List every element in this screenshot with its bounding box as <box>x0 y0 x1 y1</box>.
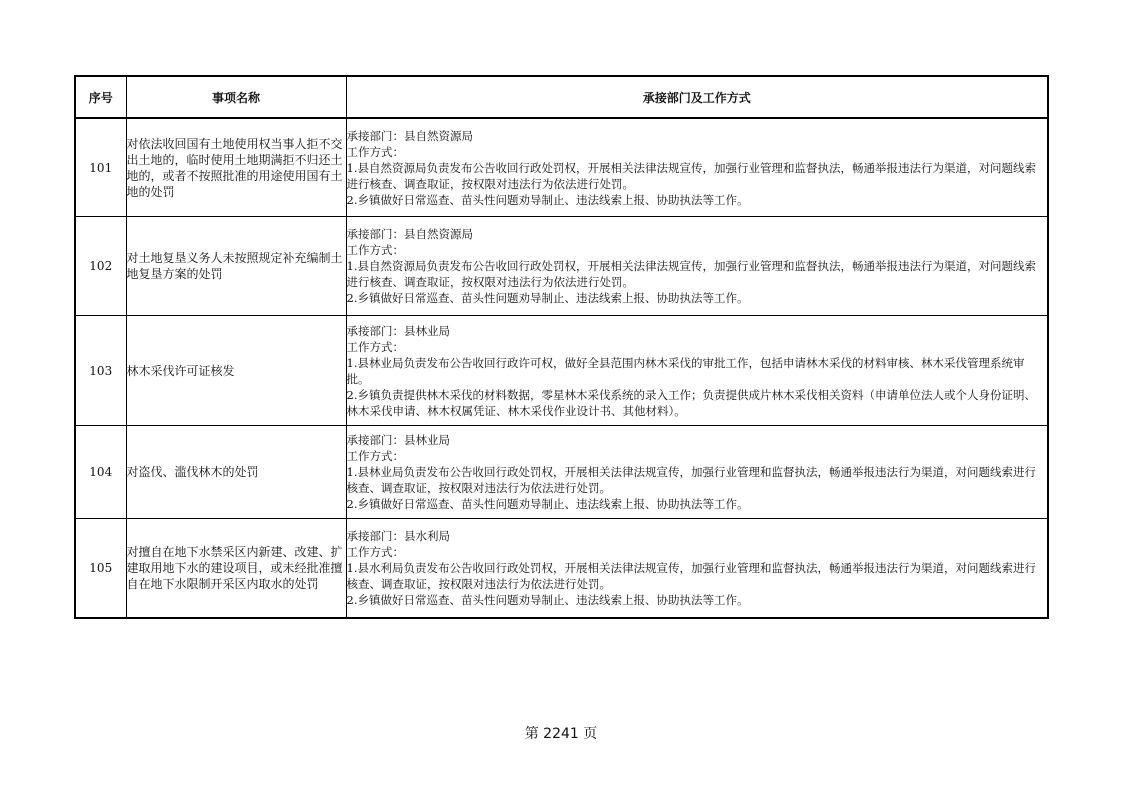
dept-method-cell <box>346 426 1048 519</box>
page-number: 第 2241 页 <box>524 726 598 742</box>
row-number: 103 <box>75 316 126 426</box>
header-no: 序号 <box>75 76 126 118</box>
method-item-1: 1.县自然资源局负责发布公告收回行政处罚权，开展相关法律法规宣传，加强行业管理和监督执法，畅通举报违法行为渠道，对问题线索进行核查、调查取证，按权限对违法行为依法进行处罚。 <box>346 259 1036 289</box>
dept-method-cell <box>346 519 1048 619</box>
method-item-1: 1.县水利局负责发布公告收回行政处罚权，开展相关法律法规宣传，加强行业管理和监督执法，畅通举报违法行为渠道，对问题线索进行核查、调查取证，按权限对违法行为依法进行处罚。 <box>346 561 1036 591</box>
method-label: 工作方式： <box>346 449 404 463</box>
dept-method-cell <box>346 118 1048 217</box>
item-name: 对擅自在地下水禁采区内新建、改建、扩建取用地下水的建设项目，或未经批准擅自在地下水限制开采区内取水的处罚 <box>126 519 346 619</box>
method-item-2: 2.乡镇做好日常巡查、苗头性问题劝导制止、违法线索上报、协助执法等工作。 <box>346 497 749 511</box>
method-item-2: 2.乡镇做好日常巡查、苗头性问题劝导制止、违法线索上报、协助执法等工作。 <box>346 192 749 207</box>
table-row <box>75 217 1048 316</box>
row-number: 104 <box>75 426 126 519</box>
dept-method-cell <box>346 217 1048 316</box>
table-row <box>75 426 1048 519</box>
items-table <box>74 75 1049 619</box>
method-label: 工作方式： <box>346 339 404 354</box>
method-label: 工作方式： <box>346 144 404 159</box>
row-number: 102 <box>75 217 126 316</box>
table-header-row <box>75 76 1048 118</box>
method-item-2: 2.乡镇做好日常巡查、苗头性问题劝导制止、违法线索上报、协助执法等工作。 <box>346 593 749 607</box>
dept-line: 承接部门：县水利局 <box>346 529 450 543</box>
row-number: 101 <box>75 118 126 217</box>
method-item-2: 2.乡镇做好日常巡查、苗头性问题劝导制止、违法线索上报、协助执法等工作。 <box>346 291 749 305</box>
method-label: 工作方式： <box>346 243 404 257</box>
item-name: 林木采伐许可证核发 <box>126 316 346 426</box>
table-row <box>75 316 1048 426</box>
method-item-1: 1.县林业局负责发布公告收回行政许可权，做好全县范围内林木采伐的审批工作，包括申请林木采伐的材料审核、林木采伐管理系统审批。 <box>346 355 1025 386</box>
header-name: 事项名称 <box>126 76 346 118</box>
dept-line: 承接部门：县自然资源局 <box>346 227 473 241</box>
table-row <box>75 118 1048 217</box>
table-row <box>75 519 1048 619</box>
method-item-1: 1.县林业局负责发布公告收回行政处罚权，开展相关法律法规宣传，加强行业管理和监督执法，畅通举报违法行为渠道，对问题线索进行核查、调查取证，按权限对违法行为依法进行处罚。 <box>346 465 1036 495</box>
header-dept: 承接部门及工作方式 <box>346 76 1048 118</box>
item-name: 对依法收回国有土地使用权当事人拒不交出土地的，临时使用土地期满拒不归还土地的，或者不按照批准的用途使用国有土地的处罚 <box>126 118 346 217</box>
dept-line: 承接部门：县林业局 <box>346 433 450 447</box>
method-label: 工作方式： <box>346 545 404 559</box>
method-item-2: 2.乡镇负责提供林木采伐的材料数据，零星林木采伐系统的录入工作；负责提供成片林木采伐相关资料（申请单位法人或个人身份证明、林木采伐申请、林木权属凭证、林木采伐作业设计书、其他材料）。 <box>346 387 1036 418</box>
dept-line: 承接部门：县自然资源局 <box>346 128 473 143</box>
row-number: 105 <box>75 519 126 619</box>
item-name: 对土地复垦义务人未按照规定补充编制土地复垦方案的处罚 <box>126 217 346 316</box>
dept-line: 承接部门：县林业局 <box>346 323 450 338</box>
item-name: 对盗伐、滥伐林木的处罚 <box>126 426 346 519</box>
method-item-1: 1.县自然资源局负责发布公告收回行政处罚权，开展相关法律法规宣传，加强行业管理和监督执法，畅通举报违法行为渠道，对问题线索进行核查、调查取证，按权限对违法行为依法进行处罚。 <box>346 160 1036 191</box>
dept-method-cell <box>346 316 1048 426</box>
